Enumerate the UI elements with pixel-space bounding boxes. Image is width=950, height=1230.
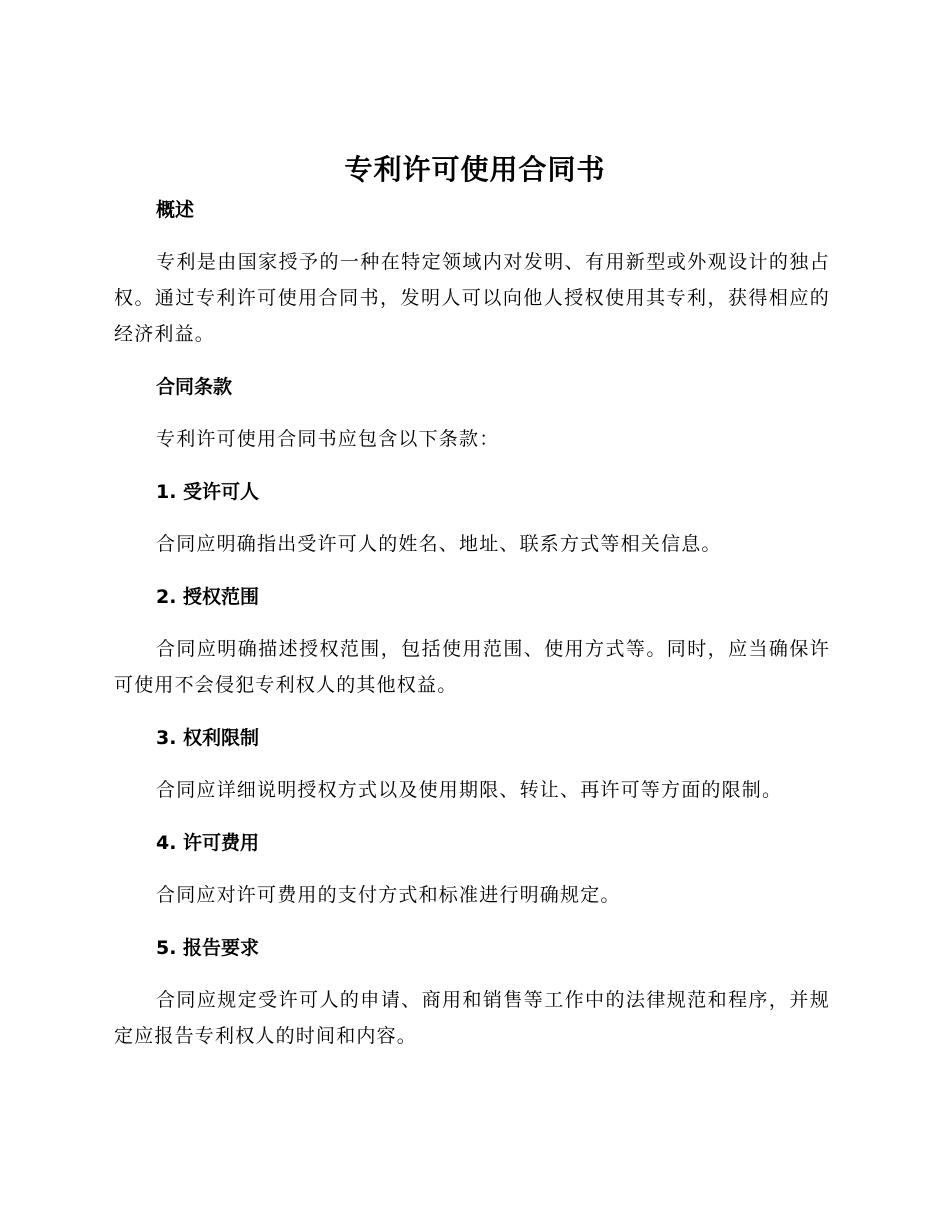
section-text-licensee: 合同应明确指出受许可人的姓名、地址、联系方式等相关信息。 [156, 533, 722, 555]
section-text-license-fees: 合同应对许可费用的支付方式和标准进行明确规定。 [156, 884, 621, 906]
section-text-contract-terms: 专利许可使用合同书应包含以下条款： [156, 428, 500, 450]
section-text-reporting: 合同应规定受许可人的申请、商用和销售等工作中的法律规范和程序，并规定应报告专利权人的时间和内容。 [114, 989, 830, 1047]
document-body [114, 192, 830, 1054]
section-text-authorization-scope: 合同应明确描述授权范围，包括使用范围、使用方式等。同时，应当确保许可使用不会侵犯专利权人的其他权益。 [114, 638, 830, 696]
section-heading-rights-limits: 3. 权利限制 [156, 727, 260, 749]
document-title: 专利许可使用合同书 [344, 153, 606, 186]
section-heading-licensee: 1. 受许可人 [156, 481, 260, 503]
section-heading-license-fees: 4. 许可费用 [156, 832, 260, 854]
section-heading-authorization-scope: 2. 授权范围 [156, 586, 260, 608]
section-heading-reporting: 5. 报告要求 [156, 937, 260, 959]
section-text-overview: 专利是由国家授予的一种在特定领域内对发明、有用新型或外观设计的独占权。通过专利许可使用合同书，发明人可以向他人授权使用其专利，获得相应的经济利益。 [114, 251, 830, 345]
section-heading-overview: 概述 [156, 199, 195, 221]
section-heading-contract-terms: 合同条款 [156, 376, 233, 398]
section-text-rights-limits: 合同应详细说明授权方式以及使用期限、转让、再许可等方面的限制。 [156, 779, 783, 801]
